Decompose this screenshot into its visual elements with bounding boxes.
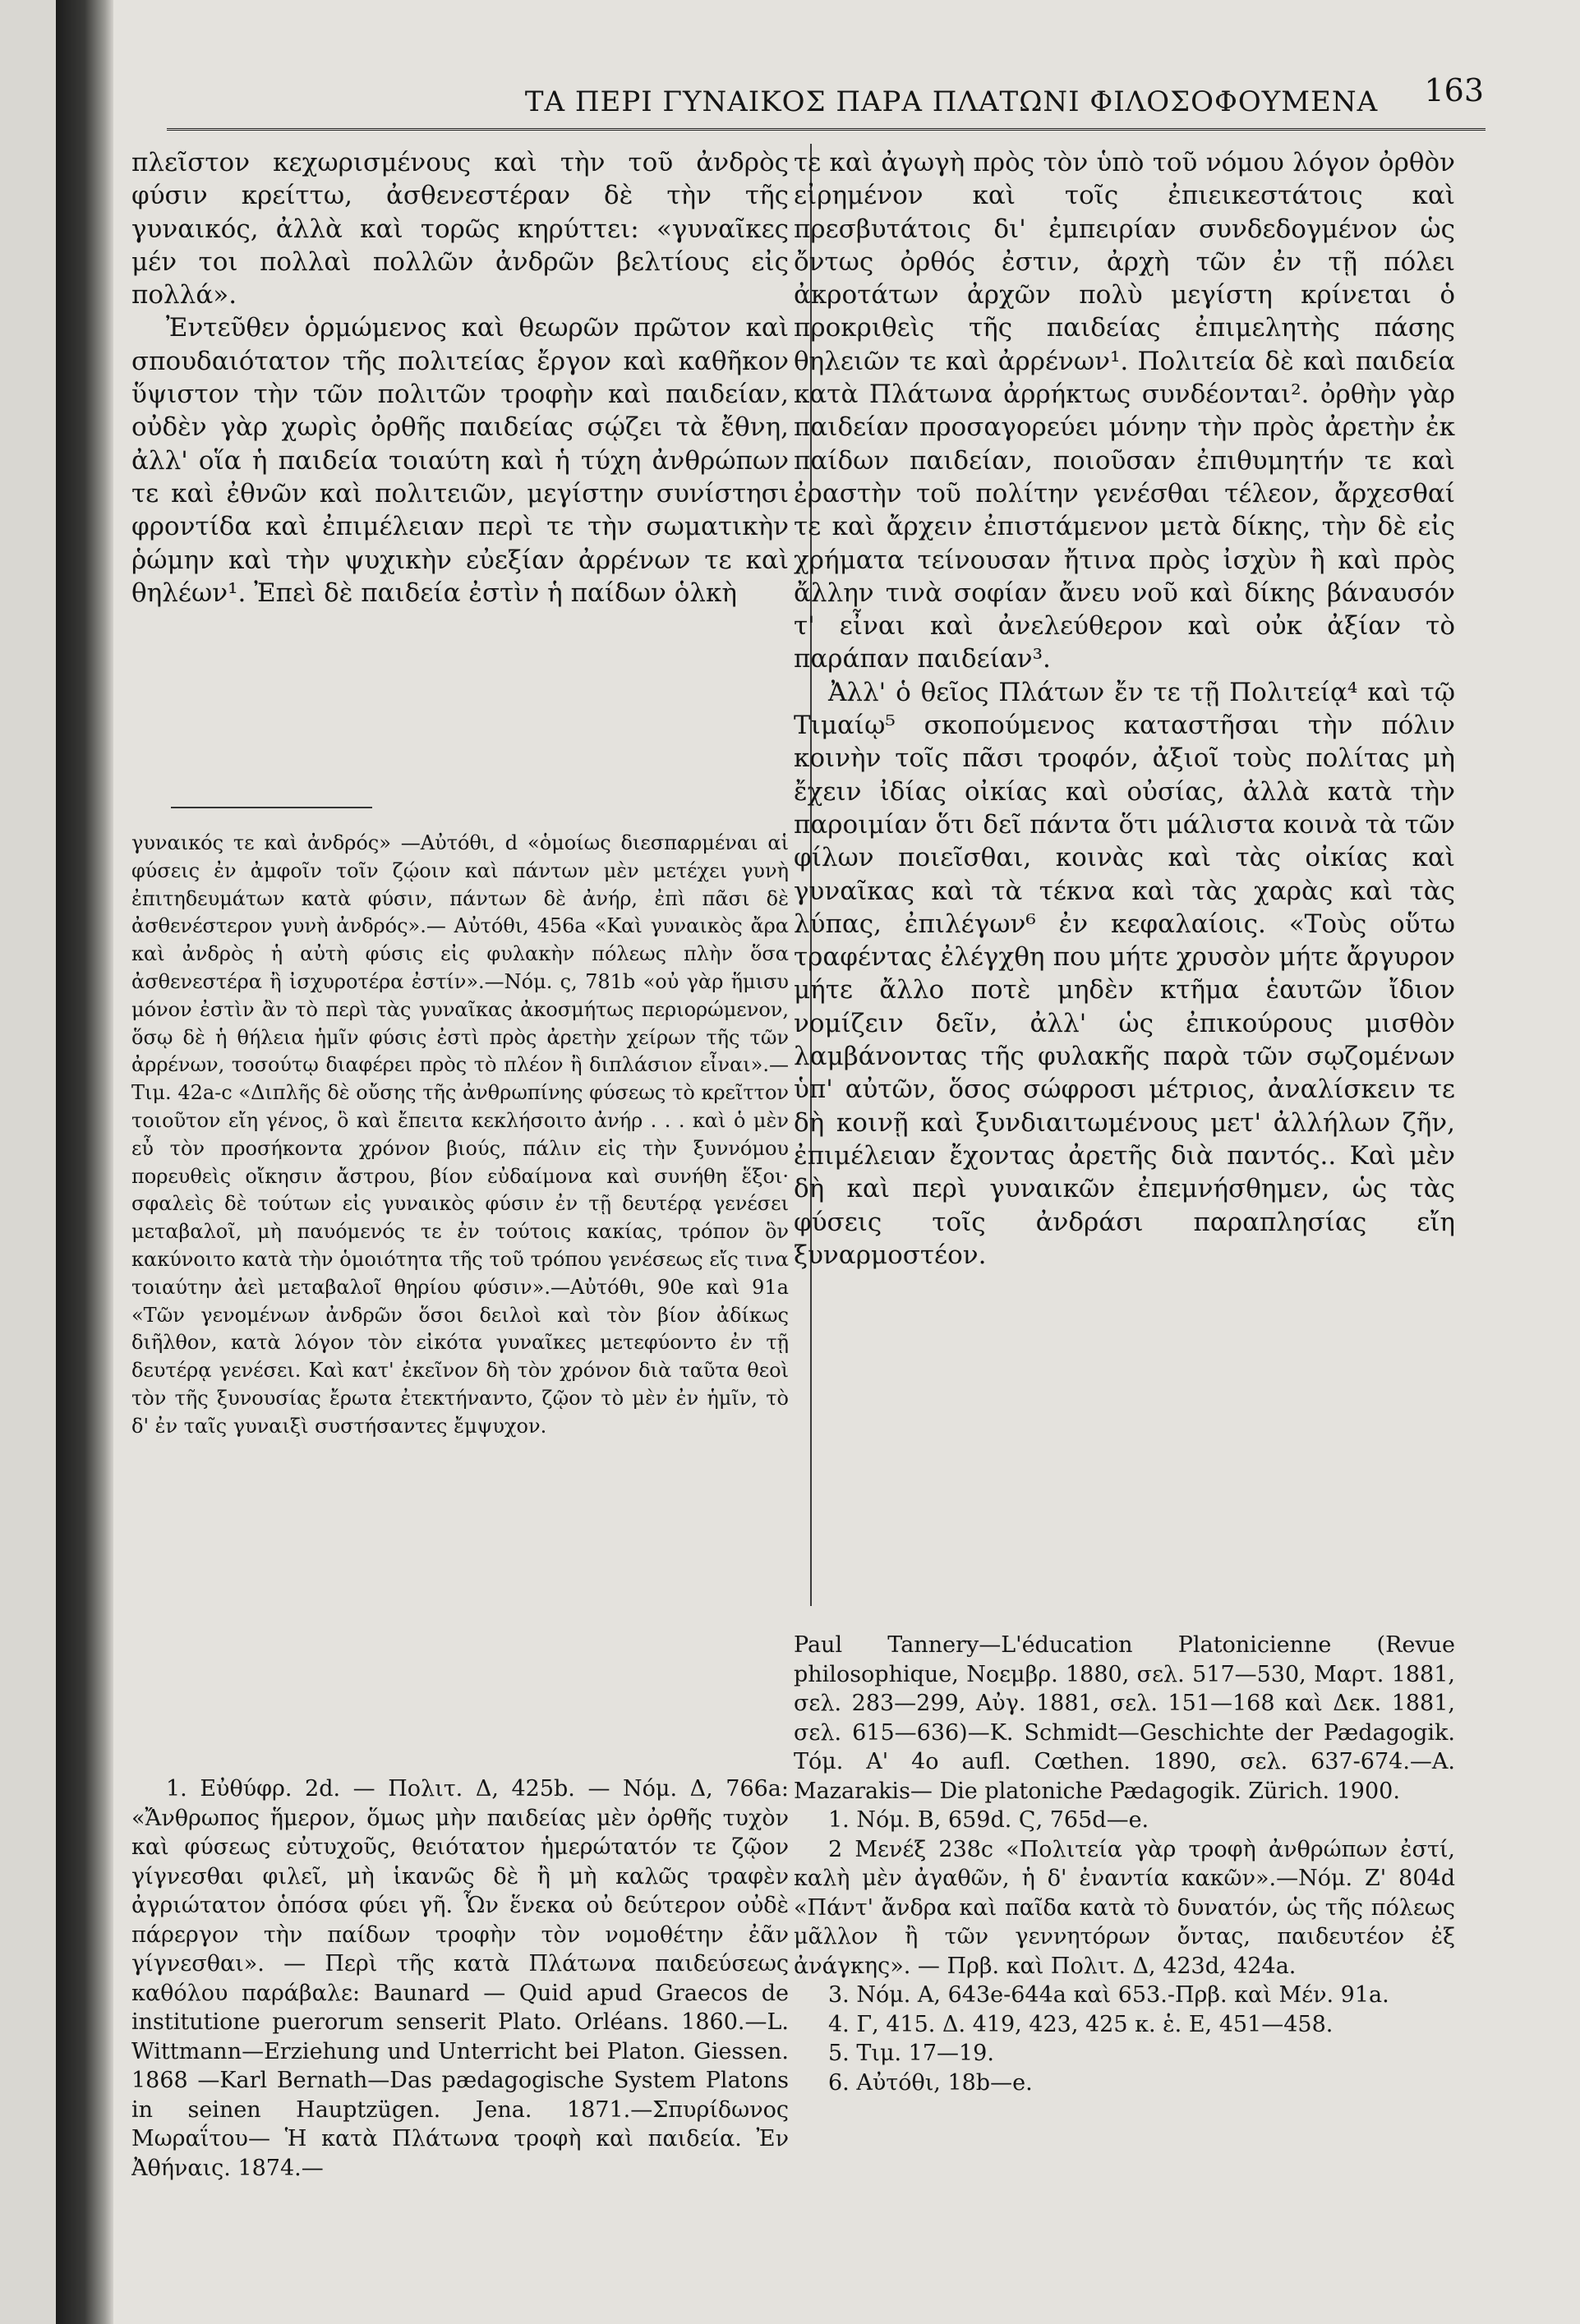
right-footnote-2: 2 Μενέξ 238c «Πολιτεία γὰρ τροφὴ ἀνθρώπων ἐστί, καλὴ μὲν ἀγαθῶν, ἡ δ' ἐναντία κακῶν».—Νόμ. Ζ' 804d «Πάντ' ἄνδρα καὶ παῖδα κατὰ τὸ δυνατόν, ὡς τῆς πόλεως μᾶλλον ἢ τῶν γεννητόρων ὄντας, παιδευτέον ἐξ ἀνάγκης». — Πρβ. καὶ Πολιτ. Δ, 423d, 424a.: [794, 1836, 1455, 1979]
left-column-main: [131, 146, 789, 780]
right-footnote-4: 4. Γ, 415. Δ. 419, 423, 425 κ. ἑ. Ε, 451—458.: [828, 2011, 1334, 2037]
right-footnotes: [794, 1631, 1455, 2317]
left-footnote-1-block: [131, 1774, 789, 2292]
right-footnote-6: 6. Αὐτόθι, 18b—e.: [828, 2069, 1033, 2096]
left-paragraph-1: πλεῖστον κεχωρισμένους καὶ τὴν τοῦ ἀνδρὸς φύσιν κρείττω, ἀσθενεστέραν δὲ τὴν τῆς γυναικός, ἀλλὰ καὶ τορῶς κηρύττει: «γυναῖκες μέν τοι πολλαὶ πολλῶν ἀνδρῶν βελτίους εἰς πολλά».: [131, 148, 789, 311]
left-paragraph-2: Ἐντεῦθεν ὁρμώμενος καὶ θεωρῶν πρῶτον καὶ σπουδαιότατον τῆς πολιτείας ἔργον καὶ καθῆκον ὕψιστον τὴν τῶν πολιτῶν τροφὴν καὶ παιδείαν, οὐδὲν γὰρ χωρὶς ὀρθῆς παιδείας σῴζει τὰ ἔθνη, ἀλλ' οἵα ἡ παιδεία τοιαύτη καὶ ἡ τύχη ἀνθρώπων τε καὶ ἐθνῶν καὶ πολιτειῶν, μεγίστην συνίστησι φροντίδα καὶ ἐπιμέλειαν περὶ τε τὴν σωματικὴν ῥώμην καὶ τὴν ψυχικὴν εὐεξίαν ἀρρένων τε καὶ θηλέων¹. Ἐπεὶ δὲ παιδεία ἐστὶν ἡ παίδων ὁλκὴ: [131, 313, 789, 608]
footnote-rule: [171, 807, 372, 808]
right-column-main: [794, 146, 1455, 1592]
page-number: 163: [1424, 72, 1484, 108]
right-footnote-5: 5. Τιμ. 17—19.: [828, 2041, 994, 2066]
left-footnote-text: γυναικός τε καὶ ἀνδρός» —Αὐτόθι, d «ὁμοίως διεσπαρμέναι αἱ φύσεις ἐν ἀμφοῖν τοῖν ζῴοιν καὶ πάντων μὲν μετέχει γυνὴ ἐπιτηδευμάτων κατὰ φύσιν, πάντων δὲ ἀνήρ, ἐπὶ πᾶσι δὲ ἀσθενέστερον γυνὴ ἀνδρός».— Αὐτόθι, 456a «Καὶ γυναικὸς ἄρα καὶ ἀνδρὸς ἡ αὐτὴ φύσις εἰς φυλακὴν πόλεως πλὴν ὅσα ἀσθενεστέρα ἢ ἰσχυροτέρα ἐστίν».—Νόμ. ς, 781b «οὐ γὰρ ἥμισυ μόνον ἐστὶν ἂν τὸ περὶ τὰς γυναῖκας ἀκοσμήτως περιορώμενον, ὅσῳ δὲ ἡ θήλεια ἡμῖν φύσις ἐστὶ πρὸς ἀρετὴν χείρων τῆς τῶν ἀρρένων, τοσούτῳ διαφέρει πρὸς τὸ πλέον ἢ διπλάσιον εἶναι».— Τιμ. 42a-c «Διπλῆς δὲ οὔσης τῆς ἀνθρωπίνης φύσεως τὸ κρεῖττον τοιοῦτον εἴη γένος, ὃ καὶ ἔπειτα κεκλήσοιτο ἀνήρ . . . καὶ ὁ μὲν εὖ τὸν προσήκοντα χρόνον βιούς, πάλιν εἰς τὴν ξυννόμου πορευθεὶς οἴκησιν ἄστρου, βίον εὐδαίμονα καὶ συνήθη ἕξοι· σφαλεὶς δὲ τούτων εἰς γυναικὸς φύσιν ἐν τῇ δευτέρᾳ γενέσει μεταβαλοῖ, μὴ παυόμενός τε ἐν τούτοις κακίας, τρόπον ὃν κακύνοιτο κατὰ τὴν ὁμοιότητα τῆς τοῦ τρόπου γενέσεως εἴς τινα τοιαύτην ἀεὶ μεταβαλοῖ θηρίου φύσιν».—Αὐτόθι, 90e καὶ 91a «Τῶν γενομένων ἀνδρῶν ὅσοι δειλοὶ καὶ τὸν βίον ἀδίκως διῆλθον, κατὰ λόγον τὸν εἰκότα γυναῖκες μετεφύοντο ἐν τῇ δευτέρᾳ γενέσει. Καὶ κατ' ἐκεῖνον δὴ τὸν χρόνον διὰ ταῦτα θεοὶ τὸν τῆς ξυνουσίας ἔρωτα ἐτεκτήναντο, ζῷον τὸ μὲν ἐν ἡμῖν, τὸ δ' ἐν ταῖς γυναιξὶ συστήσαντες ἔμψυχον.: [131, 831, 789, 1438]
right-paragraph-2: Ἀλλ' ὁ θεῖος Πλάτων ἔν τε τῇ Πολιτείᾳ⁴ καὶ τῷ Τιμαίῳ⁵ σκοπούμενος καταστῆσαι τὴν πόλιν κοινὴν τοῖς πᾶσι τροφόν, ἀξιοῖ τοὺς πολίτας μὴ ἔχειν ἰδίας οἰκίας καὶ οὐσίας, ἀλλὰ κατὰ τὴν παροιμίαν ὅτι δεῖ πάντα ὅτι μάλιστα κοινὰ τὰ τῶν φίλων ποιεῖσθαι, κοινὰς καὶ τὰς οἰκίας καὶ γυναῖκας καὶ τὰ τέκνα καὶ τὰς χαρὰς καὶ τὰς λύπας, ἐπιλέγων⁶ ἐν κεφαλαίοις. «Τοὺς οὕτω τραφέντας ἐλέγχθη που μήτε χρυσὸν μήτε ἄργυρον μήτε ἄλλο ποτὲ μηδὲν κτῆμα ἑαυτῶν ἴδιον νομίζειν δεῖν, ἀλλ' ὡς ἐπικούρους μισθὸν λαμβάνοντας τῆς φυλακῆς παρὰ τῶν σῳζομένων ὑπ' αὐτῶν, ὅσος σώφροσι μέτριος, ἀναλίσκειν τε δὴ κοινῇ καὶ ξυνδιαιτωμένους μετ' ἀλλήλων ζῆν, ἐπιμέλειαν ἔχοντας ἀρετῆς διὰ παντός.. Καὶ μὲν δὴ καὶ περὶ γυναικῶν ἐπεμνήσθημεν, ὡς τὰς φύσεις τοῖς ἀνδράσι παραπλησίας εἴη ξυναρμοστέον.: [794, 677, 1455, 1270]
right-footnote-1: 1. Νόμ. Β, 659d. Ϛ, 765d—e.: [828, 1807, 1149, 1833]
right-footnote-3: 3. Νόμ. Α, 643e-644a καὶ 653.-Πρβ. καὶ Μέν. 91a.: [828, 1982, 1389, 2008]
right-paragraph-1: τε καὶ ἀγωγὴ πρὸς τὸν ὑπὸ τοῦ νόμου λόγον ὀρθὸν εἰρημένον καὶ τοῖς ἐπιεικεστάτοις καὶ πρεσβυτάτοις δι' ἐμπειρίαν συνδεδογμένον ὡς ὄντως ὀρθός ἐστιν, ἀρχὴ τῶν ἐν τῇ πόλει ἀκροτάτων ἀρχῶν πολὺ μεγίστη κρίνεται ὁ προκριθεὶς τῆς παιδείας ἐπιμελητὴς πάσης θηλειῶν τε καὶ ἀρρένων¹. Πολιτεία δὲ καὶ παιδεία κατὰ Πλάτωνα ἀρρήκτως συνδέονται². ὀρθὴν γὰρ παιδείαν προσαγορεύει μόνην τὴν πρὸς ἀρετὴν ἐκ παίδων παιδείαν, ποιοῦσαν ἐπιθυμητήν τε καὶ ἐραστὴν τοῦ πολίτην γενέσθαι τέλεον, ἄρχεσθαί τε καὶ ἄρχειν ἐπιστάμενον μετὰ δίκης, τὴν δὲ εἰς χρήματα τείνουσαν ἤτινα πρὸς ἰσχὺν ἢ καὶ πρὸς ἄλλην τινὰ σοφίαν ἄνευ νοῦ καὶ δίκης βάναυσόν τ' εἶναι καὶ ἀνελεύθερον καὶ οὐκ ἀξίαν τὸ παράπαν παιδείαν³.: [794, 148, 1455, 674]
left-footnote-continuation: [131, 830, 789, 1773]
header-rule: [167, 128, 1486, 131]
binding-shadow: [56, 0, 113, 2324]
left-footnote-1: 1. Εὐθύφρ. 2d. — Πολιτ. Δ, 425b. — Νόμ. Δ, 766a: «Ἄνθρωπος ἥμερον, ὅμως μὴν παιδείας μὲν ὀρθῆς τυχὸν καὶ φύσεως εὐτυχοῦς, θειότατον ἡμερώτατόν τε ζῷον γίγνεσθαι φιλεῖ, μὴ ἱκανῶς δὲ ἢ μὴ καλῶς τραφὲν ἀγριώτατον ὁπόσα φύει γῆ. Ὧν ἕνεκα οὐ δεύτερον οὐδὲ πάρεργον τὴν παίδων τροφὴν τὸν νομοθέτην ἐᾶν γίγνεσθαι». — Περὶ τῆς κατὰ Πλάτωνα παιδεύσεως καθόλου παράβαλε: Baunard — Quid apud Graecos de institutione puerorum senserit Plato. Orléans. 1860.—L. Wittmann—Erziehung und Unterricht bei Platon. Giessen. 1868 —Karl Bernath—Das pædagogische System Platons in seinen Hauptzügen. Jena. 1871.—Σπυρίδωνος Μωραΐτου— Ἡ κατὰ Πλάτωνα τροφὴ καὶ παιδεία. Ἐν Ἀθήναις. 1874.—: [131, 1776, 789, 2181]
right-footnote-continuation: Paul Tannery—L'éducation Platonicienne (Revue philosophique, Νοεμβρ. 1880, σελ. 517—530, Μαρτ. 1881, σελ. 283—299, Αὐγ. 1881, σελ. 151—168 καὶ Δεκ. 1881, σελ. 615—636)—K. Schmidt—Geschichte der Pædagogik. Τόμ. Α' 4ο aufl. Cœthen. 1890, σελ. 637-674.—A. Mazarakis— Die platoniche Pædagogik. Zürich. 1900.: [794, 1632, 1455, 1804]
running-header: ΤΑ ΠΕΡΙ ΓΥΝΑΙΚΟΣ ΠΑΡΑ ΠΛΑΤΩΝΙ ΦΙΛΟΣΟΦΟΥΜΕΝΑ: [524, 85, 1379, 118]
book-page: [56, 0, 1580, 2324]
